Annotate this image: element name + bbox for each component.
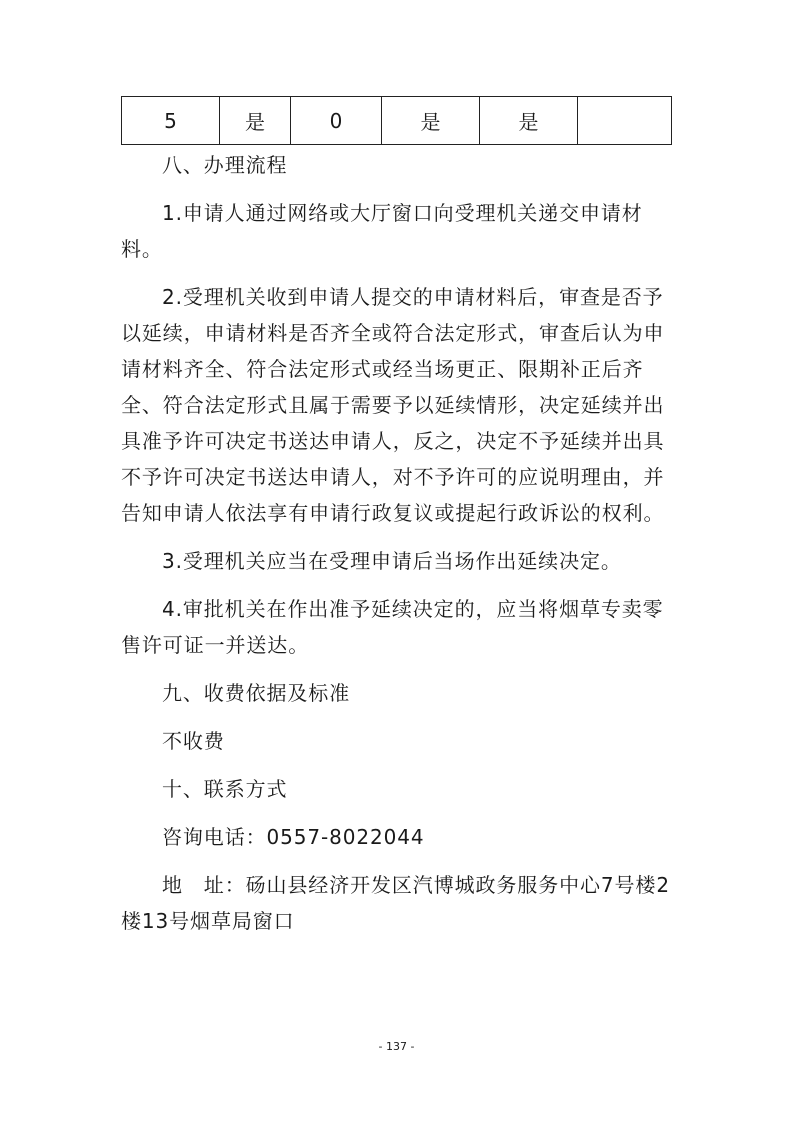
table-cell: 是 [220,97,291,145]
address-line: 地 址：砀山县经济开发区汽博城政务服务中心7号楼2楼13号烟草局窗口 [121,873,670,933]
paragraph-step-2: 2.受理机关收到申请人提交的申请材料后，审查是否予以延续，申请材料是否齐全或符合法定形式，审查后认为申请材料齐全、符合法定形式或经当场更正、限期补正后齐全、符合法定形式且属于需要予以延续情形，决定延续并出具准予许可决定书送达申请人，反之，决定不予延续并出具不予许可决定书送达申请人，对不予许可的应说明理由，并告知申请人依法享有申请行政复议或提起行政诉讼的权利。 [121,285,665,525]
fee-text: 不收费 [162,729,225,753]
table-cell: 5 [122,97,220,145]
paragraph-step-3: 3.受理机关应当在受理申请后当场作出延续决定。 [162,549,622,573]
section-heading-contact: 十、联系方式 [162,777,288,801]
table-cell: 是 [480,97,578,145]
paragraph-step-4: 4.审批机关在作出准予延续决定的，应当将烟草专卖零售许可证一并送达。 [121,597,664,657]
table-row [122,97,672,145]
document-body [121,147,673,939]
table-cell: 是 [382,97,480,145]
phone-line: 咨询电话：0557-8022044 [162,825,425,849]
page-number: - 137 - [378,1040,415,1053]
data-table [121,96,672,145]
table-cell: 0 [291,97,382,145]
section-heading-procedure: 八、办理流程 [162,153,288,177]
section-heading-fees: 九、收费依据及标准 [162,681,351,705]
paragraph-step-1: 1.申请人通过网络或大厅窗口向受理机关递交申请材料。 [121,201,643,261]
table-cell [578,97,672,145]
